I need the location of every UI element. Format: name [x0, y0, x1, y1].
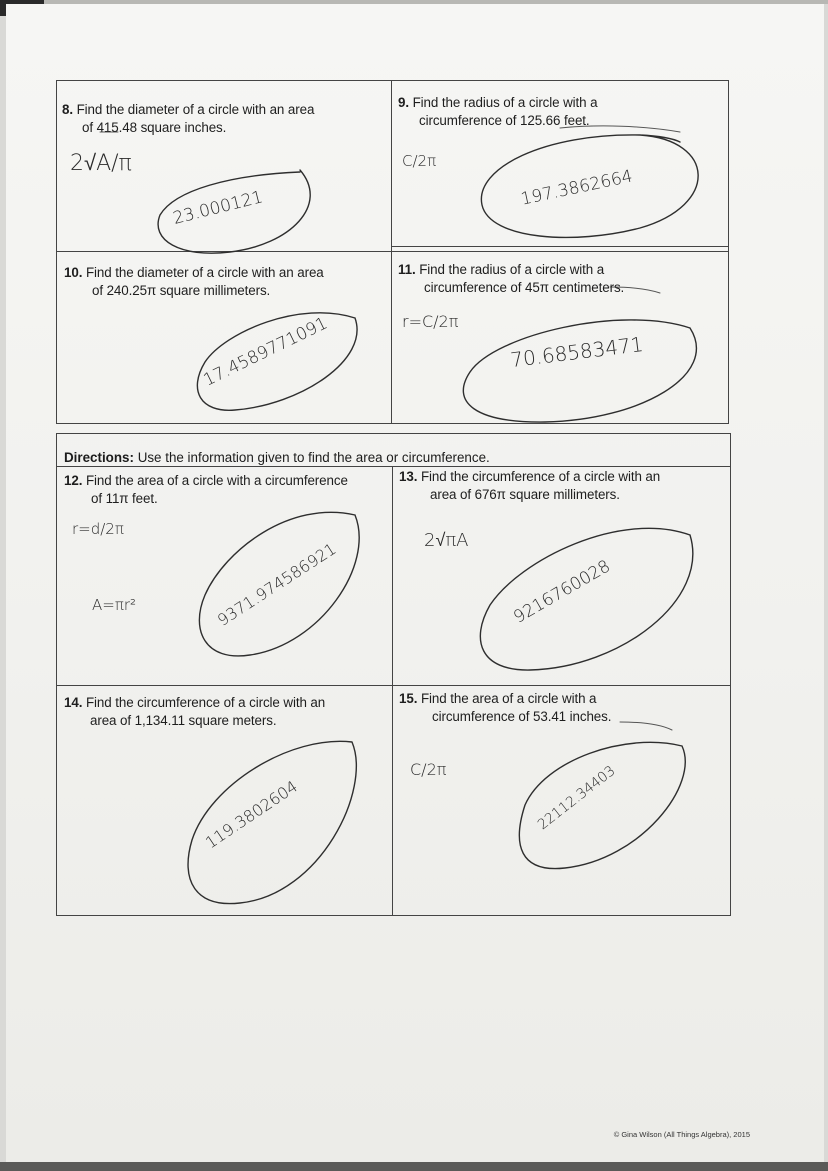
answer-12: 9371.974586921 [213, 539, 340, 630]
problem-text-line2: area of 676π square millimeters. [430, 487, 620, 502]
problem-text-line2: circumference of 125.66 feet. [419, 113, 590, 128]
problem-number: 12. [64, 473, 83, 488]
problem-text: Find the area of a circle with a [420, 691, 597, 706]
problem-text: Find the diameter of a circle with an area [85, 265, 324, 280]
answer-loop-14 [188, 741, 356, 903]
problem-number: 11. [398, 262, 416, 277]
copyright-footer: © Gina Wilson (All Things Algebra), 2015 [613, 1130, 750, 1139]
answer-9: 197.3862664 [519, 166, 635, 210]
underline-9 [560, 126, 680, 132]
work-11: r=C/2π [402, 312, 459, 331]
problem-number: 9. [398, 95, 409, 110]
problem-text: Find the radius of a circle with a [419, 262, 605, 277]
problem-text-line2: of 240.25π square millimeters. [92, 283, 271, 298]
problem-number: 8. [62, 102, 73, 117]
problem-text-line2: of 11π feet. [91, 491, 158, 506]
underline-15 [620, 722, 672, 730]
problem-text-line2: circumference of 53.41 inches. [432, 709, 612, 724]
scan-bottom-edge [0, 1162, 828, 1171]
answer-15: 22112.34403 [534, 762, 619, 834]
answer-loop-11 [463, 320, 696, 422]
answer-loop-15 [519, 742, 685, 868]
work-15: C/2π [410, 760, 447, 779]
answer-8: 23.000121 [170, 187, 265, 229]
problem-number: 10. [64, 265, 83, 280]
problem-text: Find the diameter of a circle with an area [76, 102, 315, 117]
answer-loop-13 [480, 528, 692, 670]
problem-text: Find the radius of a circle with a [412, 95, 598, 110]
answer-11: 70.68583471 [509, 331, 645, 373]
problem-text: Find the area of a circle with a circumference [85, 473, 348, 488]
directions-label: Directions: [64, 450, 134, 465]
problem-text-line2: circumference of 45π centimeters. [424, 280, 625, 295]
work-8: 2√A/π [70, 151, 132, 176]
problem-number: 15. [399, 691, 418, 706]
work-13: 2√πA [424, 530, 469, 551]
problem-number: 13. [399, 469, 418, 484]
answer-10: 17.4589771091 [200, 313, 331, 391]
problem-text: Find the circumference of a circle with an [420, 469, 661, 484]
work-12: r=d/2π [72, 520, 124, 538]
work-9: C/2π [402, 152, 437, 170]
answer-14: 119.3802604 [201, 776, 302, 853]
work-12-area: A=πr² [92, 596, 137, 614]
problem-text: Find the circumference of a circle with an [85, 695, 326, 710]
problem-text-line2: area of 1,134.11 square meters. [90, 713, 277, 728]
underline-11 [610, 287, 660, 293]
directions-text: Use the information given to find the area or circumference. [137, 450, 490, 465]
answer-13: 9216760028 [510, 556, 614, 628]
problem-text-line2: of 415.48 square inches. [82, 120, 227, 135]
problem-number: 14. [64, 695, 83, 710]
